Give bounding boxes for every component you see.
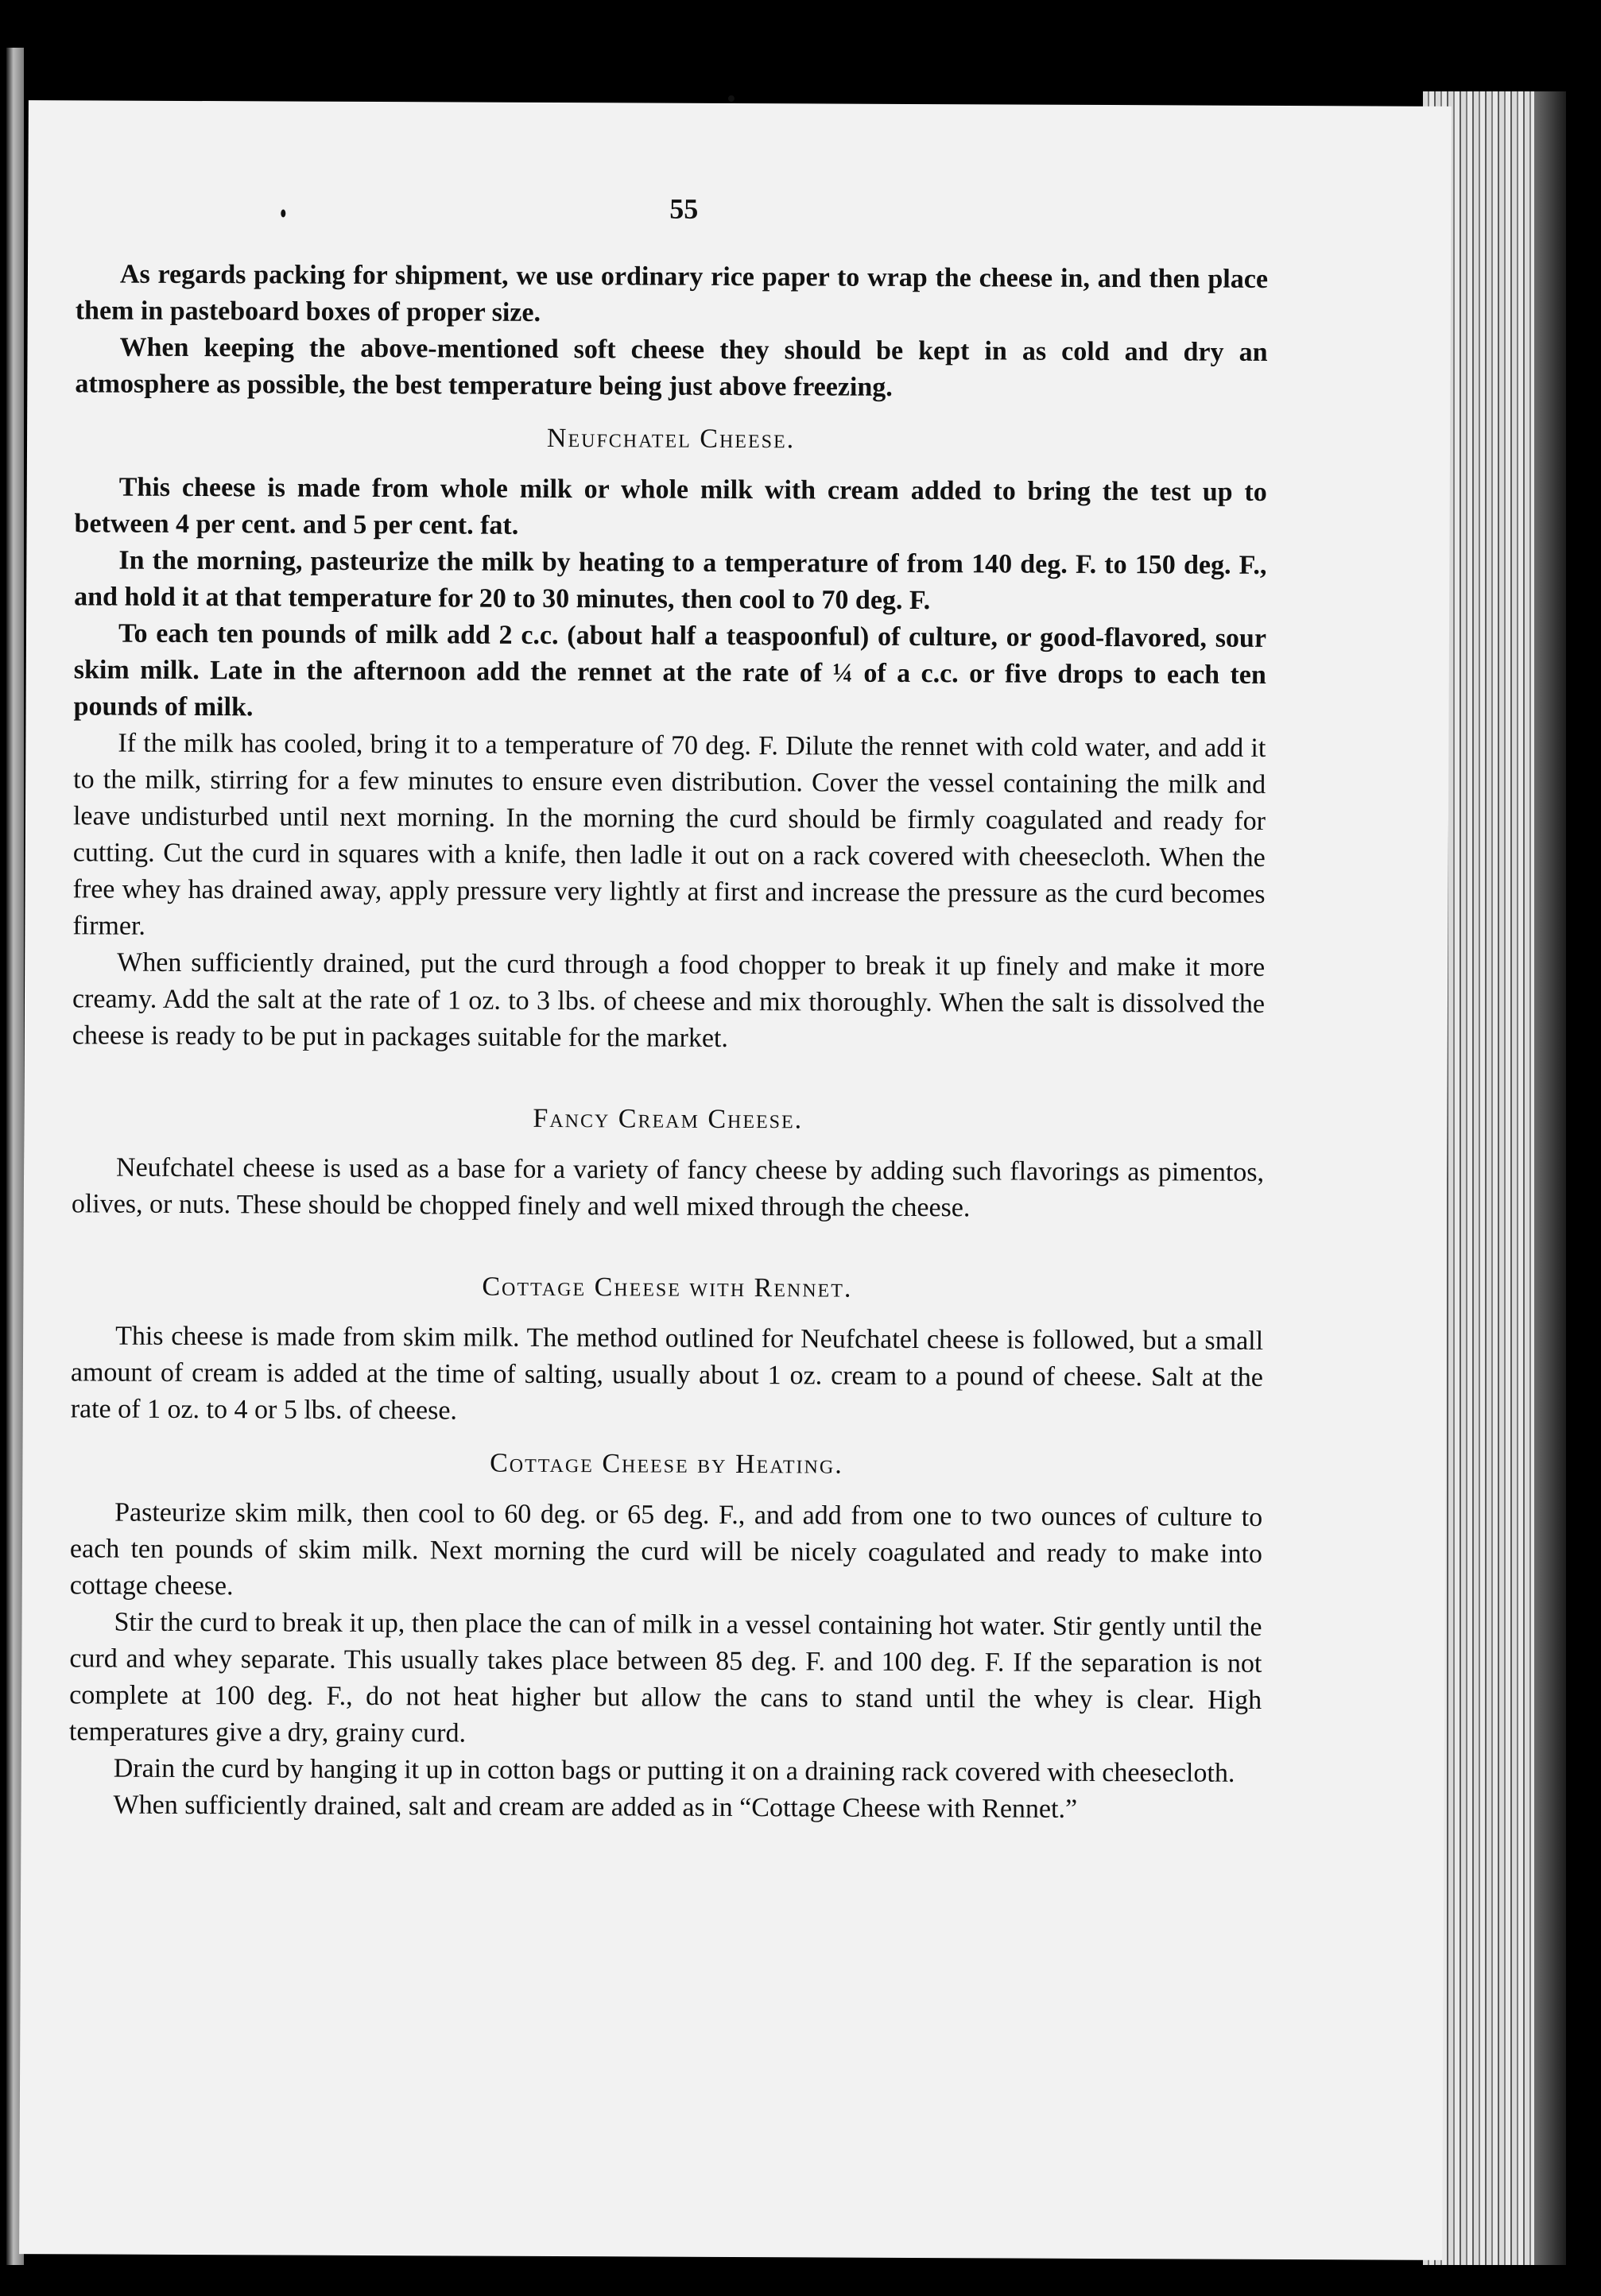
paragraph-cottage-rennet-1: This cheese is made from skim milk. The method outlined for Neufchatel cheese is followed, but a small amount of cream is added at the time of salting, usually about 1 oz. cream to a pound of cheese. Salt at the rate of 1 oz. to 4 or 5 lbs. of cheese. — [70, 1321, 1264, 1426]
scan-speck — [728, 95, 735, 102]
paragraph-cottage-heating-1: Pasteurize skim milk, then cool to 60 deg. or 65 deg. F., and add from one to two ounces of culture to each ten pounds of skim milk. Next morning the curd will be nicely coagulated and ready to make into cottage cheese. — [69, 1497, 1263, 1601]
paragraph-neufchatel-1: This cheese is made from whole milk or whole milk with cream added to bring the test up to between 4 per cent. and 5 per cent. fat. — [74, 472, 1267, 540]
heading-neufchatel: Neufchatel Cheese. — [546, 423, 796, 455]
heading-cottage-heating: Cottage Cheese by Heating. — [490, 1448, 843, 1480]
heading-cottage-rennet: Cottage Cheese with Rennet. — [482, 1272, 853, 1303]
paragraph-cottage-heating-4: When sufficiently drained, salt and cream are added as in “Cottage Cheese with Rennet.” — [113, 1790, 1078, 1824]
book-page — [19, 100, 1452, 2260]
paragraph-neufchatel-5: When sufficiently drained, put the curd through a food chopper to break it up finely and make it more creamy. Add the salt at the rate of 1 oz. to 3 lbs. of cheese and mix thoroughly. When the salt is dissolved the cheese is ready to be put in packages suitable for the market. — [72, 947, 1266, 1053]
paragraph-neufchatel-3: To each ten pounds of milk add 2 c.c. (about half a teaspoonful) of culture, or good-flavored, sour skim milk. Late in the afternoon add the rennet at the rate of ¼ of a c.c. or five drops to each ten pounds of milk. — [73, 618, 1267, 722]
paragraph-packing: As regards packing for shipment, we use ordinary rice paper to wrap the cheese in, and then place them in pasteboard boxes of proper size. — [75, 259, 1269, 327]
heading-fancy-cream: Fancy Cream Cheese. — [533, 1103, 804, 1135]
paragraph-cottage-heating-2: Stir the curd to break it up, then place the can of milk in a vessel containing hot water. Stir gently until the curd and whey separate. This usually takes place between 85 deg. F. and 100 deg. F. If the separation is not complete at 100 deg. F., do not heat higher but allow the cans to stand until the whey is clear. High temperatures give a dry, grainy curd. — [68, 1607, 1262, 1748]
paragraph-storage: When keeping the above-mentioned soft cheese they should be kept in as cold and dry an atmosphere as possible, the best temperature being just above freezing. — [75, 332, 1268, 402]
page-text — [68, 188, 1268, 1829]
paragraph-neufchatel-2: In the morning, pasteurize the milk by heating to a temperature of from 140 deg. F. to 150 deg. F., and hold it at that temperature for 20 to 30 minutes, then cool to 70 deg. F. — [74, 545, 1267, 616]
page-number: 55 — [669, 192, 699, 225]
paragraph-fancy-cream-1: Neufchatel cheese is used as a base for a variety of fancy cheese by adding such flavorings as pimentos, olives, or nuts. These should be chopped finely and well mixed through the cheese. — [71, 1152, 1265, 1223]
paragraph-cottage-heating-3: Drain the curd by hanging it up in cotton bags or putting it on a draining rack covered with cheesecloth. — [113, 1753, 1235, 1788]
paragraph-neufchatel-4: If the milk has cooled, bring it to a temperature of 70 deg. F. Dilute the rennet with cold water, and add it to the milk, stirring for a few minutes to ensure even distribution. Cover the vessel containing the milk and leave undisturbed until next morning. In the morning the curd should be firmly coagulated and ready for cutting. Cut the curd in squares with a knife, then ladle it out on a rack covered with cheesecloth. When the free whey has drained away, apply pressure very lightly at first and increase the pressure as the curd becomes firmer. — [72, 728, 1266, 941]
